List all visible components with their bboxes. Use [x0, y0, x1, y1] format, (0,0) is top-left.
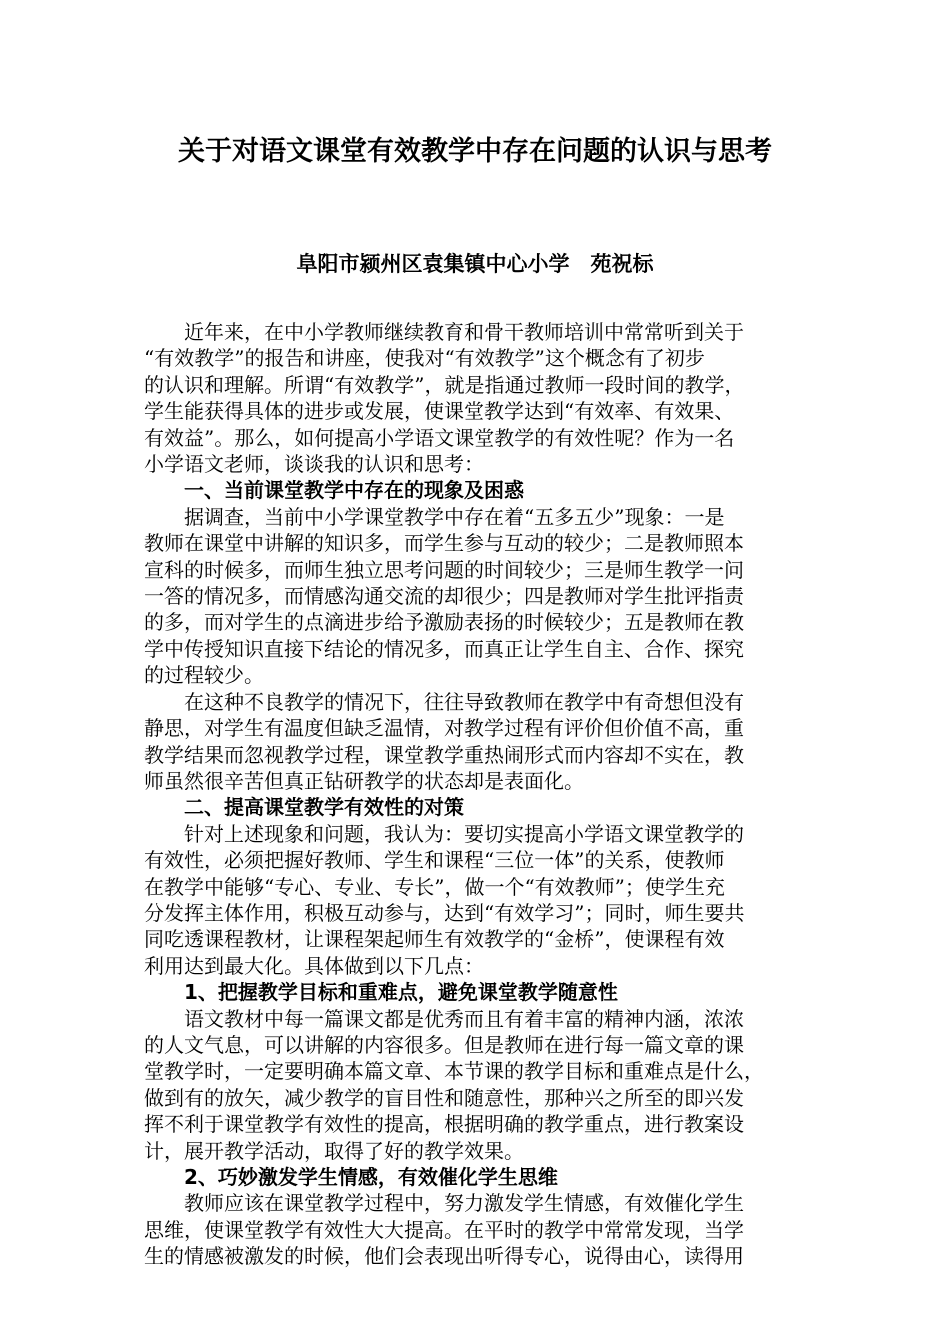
text-line: 生的情感被激发的时候，他们会表现出听得专心，说得由心，读得用	[144, 1244, 744, 1269]
text-line: 教师在课堂中讲解的知识多，而学生参与互动的较少；二是教师照本	[144, 531, 744, 556]
text-line: 小学语文老师，谈谈我的认识和思考：	[144, 452, 484, 477]
text-line: 宣科的时候多，而师生独立思考问题的时间较少；三是师生教学一问	[144, 557, 744, 582]
text-line: 师虽然很辛苦但真正钻研教学的状态却是表面化。	[144, 768, 584, 793]
paragraph-1	[144, 504, 824, 689]
paragraph-5	[144, 1190, 824, 1269]
paragraph-4	[144, 1006, 824, 1164]
text-line: 学生能获得具体的进步或发展，使课堂教学达到“有效率、有效果、	[144, 399, 735, 424]
document-body	[144, 319, 824, 1270]
text-line: 利用达到最大化。具体做到以下几点：	[144, 953, 484, 978]
paragraph-2	[144, 689, 824, 795]
text-line: 学中传授知识直接下结论的情况多，而真正让学生自主、合作、探究	[144, 636, 744, 661]
text-line: 静思，对学生有温度但缺乏温情，对教学过程有评价但价值不高，重	[144, 716, 744, 741]
text-line: 在这种不良教学的情况下，往往导致教师在教学中有奇想但没有	[184, 689, 744, 714]
text-line: 的多，而对学生的点滴进步给予激励表扬的时候较少；五是教师在教	[144, 610, 744, 635]
section-heading-1: 一、当前课堂教学中存在的现象及困惑	[184, 478, 524, 503]
text-line: 堂教学时，一定要明确本篇文章、本节课的教学目标和重难点是什么，	[144, 1059, 764, 1084]
text-line: 有效性，必须把握好教师、学生和课程“三位一体”的关系，使教师	[144, 848, 725, 873]
text-line: 同吃透课程教材，让课程架起师生有效教学的“金桥”，使课程有效	[144, 927, 725, 952]
text-line: 语文教材中每一篇课文都是优秀而且有着丰富的精神内涵，浓浓	[184, 1006, 744, 1031]
text-line: 在教学中能够“专心、专业、专长”，做一个“有效教师”；使学生充	[144, 874, 725, 899]
text-line: 计，展开教学活动，取得了好的教学效果。	[144, 1138, 524, 1163]
text-line: 的过程较少。	[144, 663, 264, 688]
text-line: 做到有的放矢，减少教学的盲目性和随意性，那种兴之所至的即兴发	[144, 1085, 744, 1110]
text-line: 有效益”。那么，如何提高小学语文课堂教学的有效性呢？作为一名	[144, 425, 735, 450]
paragraph-3	[144, 821, 824, 979]
text-line: 的人文气息，可以讲解的内容很多。但是教师在进行每一篇文章的课	[144, 1032, 744, 1057]
subsection-heading-1: 1、把握教学目标和重难点，避免课堂教学随意性	[184, 980, 618, 1005]
document-title: 关于对语文课堂有效教学中存在问题的认识与思考	[178, 136, 772, 167]
author-byline: 阜阳市颍州区袁集镇中心小学 苑祝标	[296, 251, 654, 276]
text-line: 据调查，当前中小学课堂教学中存在着“五多五少”现象：一是	[184, 504, 725, 529]
text-line: 一答的情况多，而情感沟通交流的却很少；四是教师对学生批评指责	[144, 584, 744, 609]
text-line: “有效教学”的报告和讲座，使我对“有效教学”这个概念有了初步	[144, 346, 705, 371]
text-line: 的认识和理解。所谓“有效教学”，就是指通过教师一段时间的教学，	[144, 372, 745, 397]
text-line: 思维，使课堂教学有效性大大提高。在平时的教学中常常发现，当学	[144, 1217, 744, 1242]
text-line: 分发挥主体作用，积极互动参与，达到“有效学习”；同时，师生要共	[144, 900, 745, 925]
text-line: 教学结果而忽视教学过程，课堂教学重热闹形式而内容却不实在，教	[144, 742, 744, 767]
section-heading-2: 二、提高课堂教学有效性的对策	[184, 795, 464, 820]
text-line: 针对上述现象和问题，我认为：要切实提高小学语文课堂教学的	[184, 821, 744, 846]
subsection-heading-2: 2、巧妙激发学生情感，有效催化学生思维	[184, 1165, 558, 1189]
text-line: 教师应该在课堂教学过程中，努力激发学生情感，有效催化学生	[184, 1191, 744, 1216]
intro-paragraph	[144, 319, 824, 477]
text-line: 挥不利于课堂教学有效性的提高，根据明确的教学重点，进行教案设	[144, 1112, 744, 1137]
text-line: 近年来，在中小学教师继续教育和骨干教师培训中常常听到关于	[184, 320, 744, 344]
